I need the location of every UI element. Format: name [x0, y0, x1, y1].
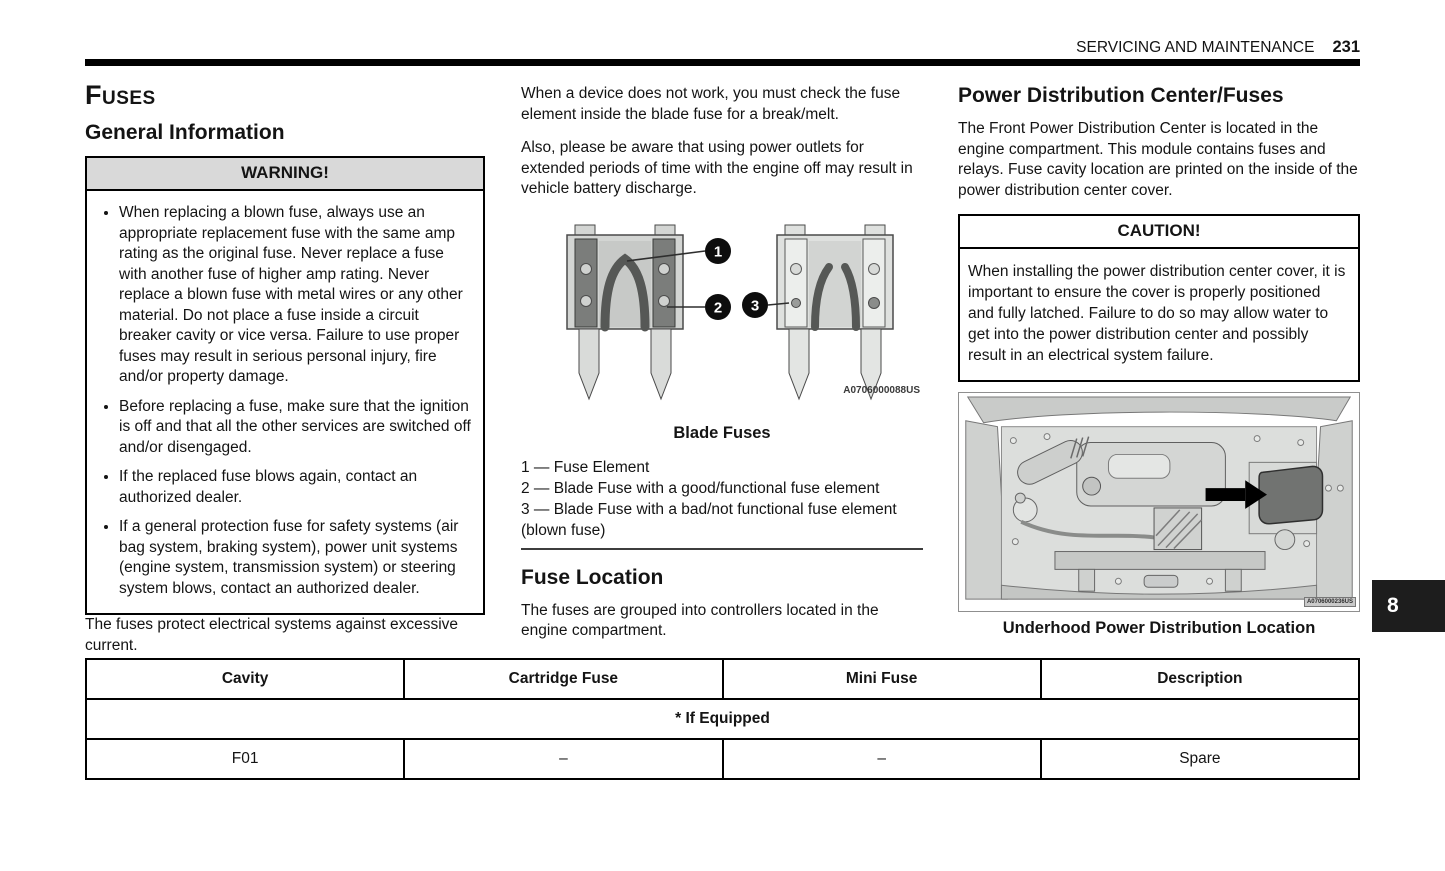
fuses-summary-text: The fuses protect electrical systems against excessive current. — [85, 616, 459, 654]
figure-legend — [521, 457, 923, 541]
blade-fuses-caption: Blade Fuses — [673, 423, 771, 442]
blown-element-point — [792, 298, 801, 307]
figure-code-watermark: A0706000236US — [1304, 597, 1356, 607]
engine-figure-caption: Underhood Power Distribution Location — [1002, 619, 1316, 637]
warning-bullet-list — [95, 203, 475, 599]
crossmember — [1055, 552, 1265, 570]
heading-general-information: General Information — [85, 121, 285, 144]
caution-text: When installing the power distribution center cover, it is important to ensure the cover is properly positioned and fully latched. Failure to do so may allow water to get into the power distribution center and possibly result in an electrical system failure. — [968, 263, 1346, 364]
col-header-cartridge-fuse: Cartridge Fuse — [404, 659, 722, 699]
warning-bullet: • When replacing a blown fuse, always use an appropriate replacement fuse with the same amp rating as the original fuse. Never replace a fuse with another fuse of higher amp rating. Never replace a blown fuse with metal wires or any other material. Do not place a fuse inside a circuit breaker cavity or vice versa. Failure to use proper fuses may result in serious personal injury, fire and/or property damage. — [119, 203, 475, 388]
legend-item-2: 2 — Blade Fuse with a good/functional fuse element — [521, 479, 880, 497]
table-row — [86, 739, 1359, 779]
warning-bullet: • If the replaced fuse blows again, contact an authorized dealer. — [119, 467, 475, 508]
warning-bullet: • If a general protection fuse for safety systems (air bag system, braking system), power unit systems (engine system, transmission system) or steering system blows, contact an authorized dealer. — [119, 517, 475, 599]
caution-box-body — [960, 249, 1358, 380]
table-row — [86, 699, 1359, 739]
running-header — [85, 38, 1360, 57]
cell-cavity: F01 — [86, 739, 404, 779]
fuse-location-text: The fuses are grouped into controllers located in the engine compartment. — [521, 601, 879, 639]
section-title-fuses: Fuses — [85, 80, 156, 110]
fuse-table — [85, 658, 1360, 780]
middle-column — [521, 84, 923, 655]
header-rule — [85, 59, 1360, 66]
cell-cartridge-fuse: – — [404, 739, 722, 779]
legend-item-1: 1 — Fuse Element — [521, 458, 650, 476]
heading-power-distribution: Power Distribution Center/Fuses — [958, 84, 1284, 107]
legend-item-3: 3 — Blade Fuse with a bad/not functional fuse element (blown fuse) — [521, 500, 897, 539]
cell-description: Spare — [1041, 739, 1359, 779]
chapter-tab-8 — [1372, 580, 1445, 632]
ribbed-cooler — [1154, 508, 1202, 550]
paragraph: When a device does not work, you must check the fuse element inside the blade fuse for a break/melt. — [521, 85, 901, 123]
figure-code-watermark: A0706000088US — [843, 384, 920, 396]
hood-latch — [1144, 575, 1178, 587]
right-column — [958, 84, 1360, 638]
col-header-mini-fuse: Mini Fuse — [723, 659, 1041, 699]
warning-box-title: WARNING! — [87, 158, 483, 191]
chapter-tab-number: 8 — [1387, 594, 1399, 617]
svg-text:3: 3 — [750, 297, 760, 314]
left-column — [85, 80, 485, 669]
legend-divider — [521, 548, 923, 550]
caution-box — [958, 214, 1360, 382]
table-header-row — [86, 659, 1359, 699]
oil-cap — [1083, 477, 1101, 495]
engine-bay-figure — [958, 392, 1360, 612]
col-header-description: Description — [1041, 659, 1359, 699]
power-distribution-intro: The Front Power Distribution Center is located in the engine compartment. This module contains fuses and relays. Fuse cavity location are printed on the inside of the power distribution center cover. — [958, 120, 1358, 199]
svg-text:2: 2 — [713, 299, 723, 316]
engine-bay-illustration — [959, 393, 1359, 611]
blade-fuses-illustration — [521, 213, 923, 413]
paragraph: Also, please be aware that using power outlets for extended periods of time with the engine off may result in vehicle battery discharge. — [521, 139, 913, 197]
warning-box-body — [87, 191, 483, 613]
heading-fuse-location: Fuse Location — [521, 565, 664, 589]
warning-box — [85, 156, 485, 615]
running-header-title: SERVICING AND MAINTENANCE — [1076, 39, 1315, 56]
svg-text:1: 1 — [713, 243, 723, 260]
blade-fuses-figure — [521, 213, 923, 443]
power-distribution-center-box — [1259, 466, 1322, 523]
if-equipped-row: * If Equipped — [86, 699, 1359, 739]
blade-fuse-good — [567, 225, 683, 399]
caution-box-title: CAUTION! — [960, 216, 1358, 249]
cell-mini-fuse: – — [723, 739, 1041, 779]
warning-bullet: • Before replacing a fuse, make sure that the ignition is off and that all the other services are switched off and/or disengaged. — [119, 397, 475, 459]
col-header-cavity: Cavity — [86, 659, 404, 699]
blade-fuse-blown — [777, 225, 893, 399]
page-number: 231 — [1332, 38, 1360, 56]
